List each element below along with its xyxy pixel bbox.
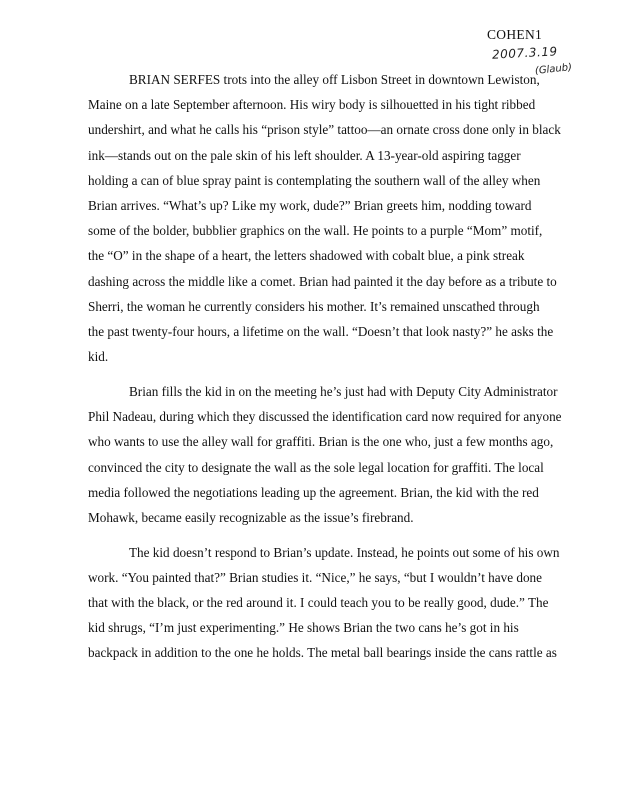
text-line: undershirt, and what he calls his “prison style” tattoo—an ornate cross done only in black [88, 122, 561, 138]
text-line: The kid doesn’t respond to Brian’s update. Instead, he points out some of his own [129, 544, 560, 560]
text-line: the past twenty-four hours, a lifetime on the wall. “Doesn’t that look nasty?” he asks the [88, 324, 554, 340]
text-line: Sherri, the woman he currently considers his mother. It’s remained unscathed through [88, 298, 540, 314]
text-line: ink—stands out on the pale skin of his left shoulder. A 13-year-old aspiring tagger [88, 147, 521, 163]
text-line: Maine on a late September afternoon. His wiry body is silhouetted in his tight ribbed [88, 97, 536, 113]
handwritten-note: (Glaub) [534, 62, 573, 77]
paragraph-2 [88, 379, 562, 530]
text-line: kid. [88, 349, 109, 365]
text-line: BRIAN SERFES trots into the alley off Lisbon Street in downtown Lewiston, [129, 72, 540, 87]
text-line: Phil Nadeau, during which they discussed the identification card now required for anyone [88, 409, 562, 425]
text-line: Mohawk, became easily recognizable as the issue’s firebrand. [88, 509, 414, 525]
text-line: holding a can of blue spray paint is contemplating the southern wall of the alley when [88, 172, 541, 188]
paragraph-3 [88, 540, 560, 666]
text-line: who wants to use the alley wall for graffiti. Brian is the one who, just a few months ago, [88, 434, 554, 450]
text-line: dashing across the middle like a comet. Brian had painted it the day before as a tribute to [88, 273, 557, 289]
handwritten-date: 2007.3.19 [491, 44, 558, 62]
text-line: media followed the negotiations leading up the agreement. Brian, the kid with the red [88, 484, 539, 500]
text-line: work. “You painted that?” Brian studies it. “Nice,” he says, “but I wouldn’t have done [88, 569, 543, 585]
text-line: kid shrugs, “I’m just experimenting.” He shows Brian the two cans he’s got in his [88, 620, 519, 636]
paragraph-1 [88, 67, 561, 369]
text-line: that with the black, or the red around it. I could teach you to be really good, dude.” The [88, 595, 549, 611]
text-line: convinced the city to designate the wall as the sole legal location for graffiti. The local [88, 459, 544, 475]
text-line: Brian fills the kid in on the meeting he’s just had with Deputy City Administrator [129, 383, 558, 399]
text-line: the “O” in the shape of a heart, the letters shadowed with cobalt blue, a pink streak [88, 248, 525, 264]
text-line: some of the bolder, bubblier graphics on the wall. He points to a purple “Mom” motif, [88, 223, 543, 239]
body-text [88, 67, 562, 675]
text-line: backpack in addition to the one he holds. The metal ball bearings inside the cans rattle as [88, 645, 557, 661]
document-id: COHEN1 [487, 27, 543, 42]
text-line: Brian arrives. “What’s up? Like my work, dude?” Brian greets him, nodding toward [88, 198, 532, 214]
